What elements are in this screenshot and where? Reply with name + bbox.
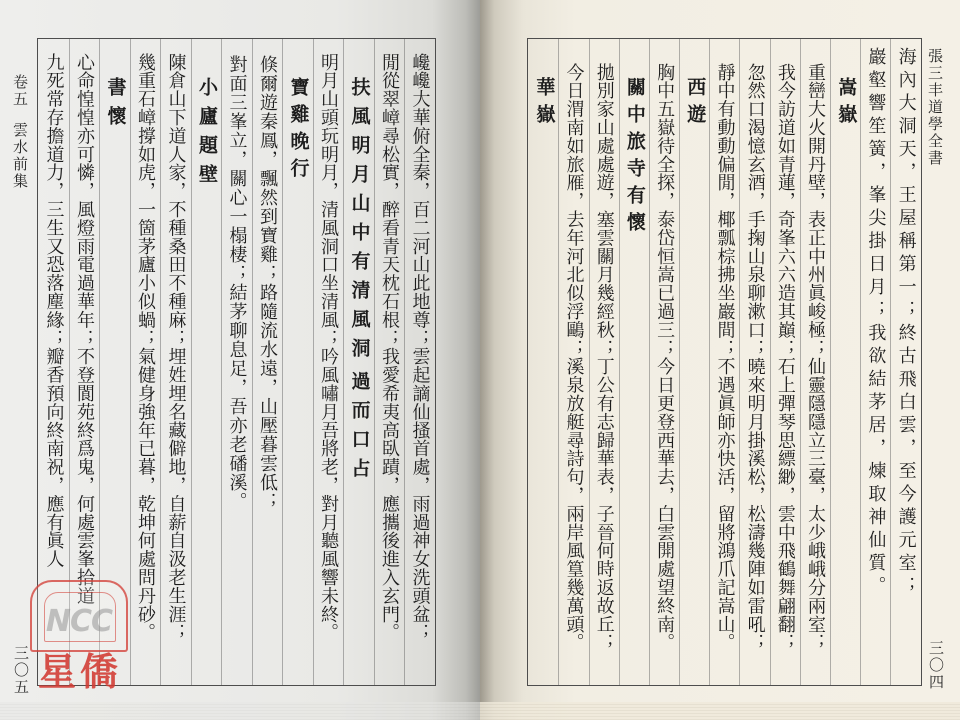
poem-title-main: 扶風明月山中有清風洞	[348, 77, 371, 367]
verse-column: 拋別家山處處遊，塞雲關月幾經秋；丁公有志歸華表，子晉何時返故丘；	[589, 39, 619, 685]
verse-column: 靜中有動動偏閒，椰瓢棕拂坐巖間；不遇眞師亦快活，留將鴻爪記嵩山。	[709, 39, 739, 685]
collection-label: 雲水前集	[11, 122, 29, 190]
volume-heading	[9, 74, 31, 190]
poem-title: 西遊	[679, 39, 709, 685]
page-number-right: 三〇四	[927, 640, 945, 691]
verse-column: 今日渭南如旅雁，去年河北似浮鷗；溪泉放艇尋詩句，兩岸風篁幾萬頭。	[558, 39, 588, 685]
verse-column: 我今訪道如青蓮，奇峯六六造其巔；石上彈琴思縹緲，雲中飛鶴舞翩翻；	[770, 39, 800, 685]
verse-column: 對面三峯立，關心一榻棲；結茅聊息足，吾亦老磻溪。	[221, 39, 252, 685]
verse-column: 巉巉大華俯全秦，百二河山此地尊；雲起謫仙搔首處，雨過神女洗頭盆；	[404, 39, 435, 685]
verse-column: 九死常存擔道力，三生又恐落塵緣；瓣香預向終南祝，應有眞人	[43, 53, 65, 569]
volume-label: 卷五	[11, 74, 29, 108]
running-head: 張三丰道學全書	[926, 48, 944, 167]
verse-column: 重巒大火開丹壁，表正中州眞峻極；仙靈隱隱立三臺，太少峨峨分兩室；	[800, 39, 830, 685]
page-edge	[480, 702, 960, 720]
text-frame-right	[527, 38, 922, 686]
right-page	[480, 0, 960, 720]
verse-column: 倏爾遊秦鳳，飄然到寶雞；路隨流水遠，山壓暮雲低；	[252, 39, 283, 685]
page-edge	[0, 702, 480, 720]
stamp-name-text: 星僑	[37, 649, 122, 694]
poem-title: 寶雞晚行	[282, 39, 313, 685]
stamp-logo-text: NCC	[45, 604, 113, 639]
poem-title: 小廬題壁	[191, 39, 222, 685]
poem-title: 書懷	[99, 39, 130, 685]
verse-column: 閒從翠嶂尋松實，醉看青天枕石根；我愛希夷高臥蹟，應攜後進入玄門。	[374, 39, 405, 685]
verse-column: 胸中五嶽待全探，泰岱恒嵩已過三；今日更登西華去，白雲開處望終南。	[649, 39, 679, 685]
poem-title: 關中旅寺有懷	[619, 39, 649, 685]
verse-column: 忽然口渴憶玄酒，手掬山泉聊漱口；曉來明月掛溪松，松濤幾陣如雷吼；	[739, 39, 769, 685]
poem-title: 華嶽	[533, 77, 556, 131]
page-number-left: 三〇五	[12, 645, 30, 696]
poem-title	[343, 39, 374, 685]
verse-column: 明月山頭玩明月，清風洞口坐清風；吟風嘯月吾將老，對月聽風響未終。	[313, 39, 344, 685]
poem-title-note: 過而口占	[348, 371, 371, 487]
verse-column: 巖壑響笙簧，峯尖掛日月；我欲結茅居，煉取神仙質。	[860, 39, 890, 685]
verse-column: 陳倉山下道人家，不種桑田不種麻；埋姓埋名藏僻地，自薪自汲老生涯；	[160, 39, 191, 685]
verse-column: 幾重石嶂撐如虎，一箇茅廬小似蝸；氣健身強年已暮，乾坤何處問丹砂。	[130, 39, 161, 685]
verse-column: 心命惶惶亦可憐，風燈雨電過華年；不登閬苑終爲鬼，何處雲峯拾道	[69, 39, 100, 685]
poem-title: 嵩嶽	[830, 39, 860, 685]
text-frame-left	[37, 38, 436, 686]
verse-column: 海內大洞天，王屋稱第一；終古飛白雲，至今護元室；	[890, 39, 920, 685]
